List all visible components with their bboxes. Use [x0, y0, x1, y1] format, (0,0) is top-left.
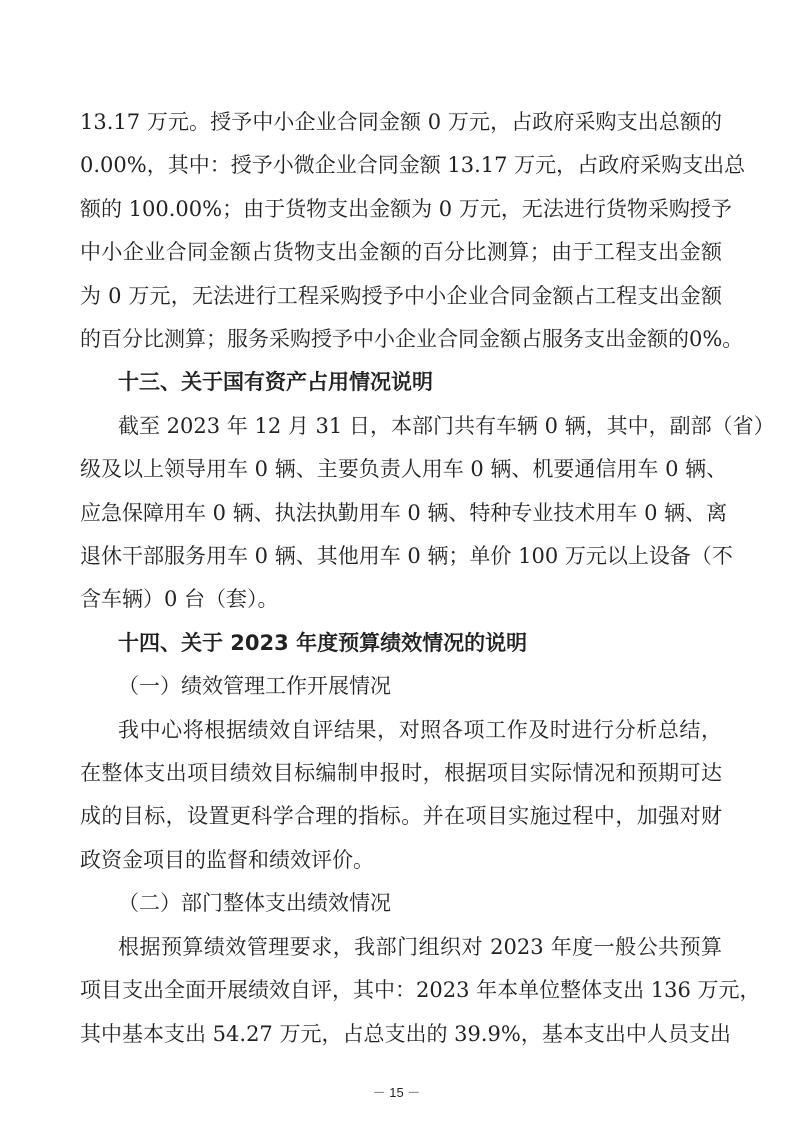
body-text-line: 应急保障用车 0 辆、执法执勤用车 0 辆、特种专业技术用车 0 辆、离 [80, 501, 728, 525]
section-heading-14: 十四、关于 2023 年度预算绩效情况的说明 [118, 631, 528, 655]
subsection-heading-1: （一）绩效管理工作开展情况 [118, 674, 391, 698]
body-text-line: 退休干部服务用车 0 辆、其他用车 0 辆；单价 100 万元以上设备（不 [80, 544, 733, 568]
subsection-heading-2: （二）部门整体支出绩效情况 [118, 891, 391, 915]
body-text-line: 其中基本支出 54.27 万元，占总支出的 39.9%，基本支出中人员支出 [80, 1022, 731, 1046]
body-text-line: 项目支出全面开展绩效自评，其中：2023 年本单位整体支出 136 万元， [80, 978, 761, 1002]
body-text-line: 政资金项目的监督和绩效评价。 [80, 848, 374, 872]
body-text-line: 额的 100.00%；由于货物支出金额为 0 万元，无法进行货物采购授予 [80, 197, 732, 221]
body-text-line: 的百分比测算；服务采购授予中小企业合同金额占服务支出金额的0%。 [80, 327, 744, 351]
body-text-line: 含车辆）0 台（套）。 [80, 587, 279, 611]
body-text-line: 截至 2023 年 12 月 31 日，本部门共有车辆 0 辆，其中，副部（省） [118, 414, 775, 438]
body-text-line: 0.00%，其中：授予小微企业合同金额 13.17 万元，占政府采购支出总 [80, 153, 746, 177]
body-text-line: 我中心将根据绩效自评结果，对照各项工作及时进行分析总结， [118, 718, 722, 742]
page-number: － 15 － [372, 1085, 421, 1100]
section-heading-13: 十三、关于国有资产占用情况说明 [118, 370, 433, 394]
body-text-line: 在整体支出项目绩效目标编制申报时，根据项目实际情况和预期可达 [80, 761, 722, 785]
body-text-line: 中小企业合同金额占货物支出金额的百分比测算；由于工程支出金额 [80, 240, 722, 264]
body-text-line: 级及以上领导用车 0 辆、主要负责人用车 0 辆、机要通信用车 0 辆、 [80, 457, 728, 481]
body-text-line: 成的目标，设置更科学合理的指标。并在项目实施过程中，加强对财 [80, 804, 722, 828]
body-text-line: 为 0 万元，无法进行工程采购授予中小企业合同金额占工程支出金额 [80, 284, 722, 308]
body-text-line: 13.17 万元。授予中小企业合同金额 0 万元，占政府采购支出总额的 [80, 110, 722, 134]
body-text-line: 根据预算绩效管理要求，我部门组织对 2023 年度一般公共预算 [118, 935, 722, 959]
